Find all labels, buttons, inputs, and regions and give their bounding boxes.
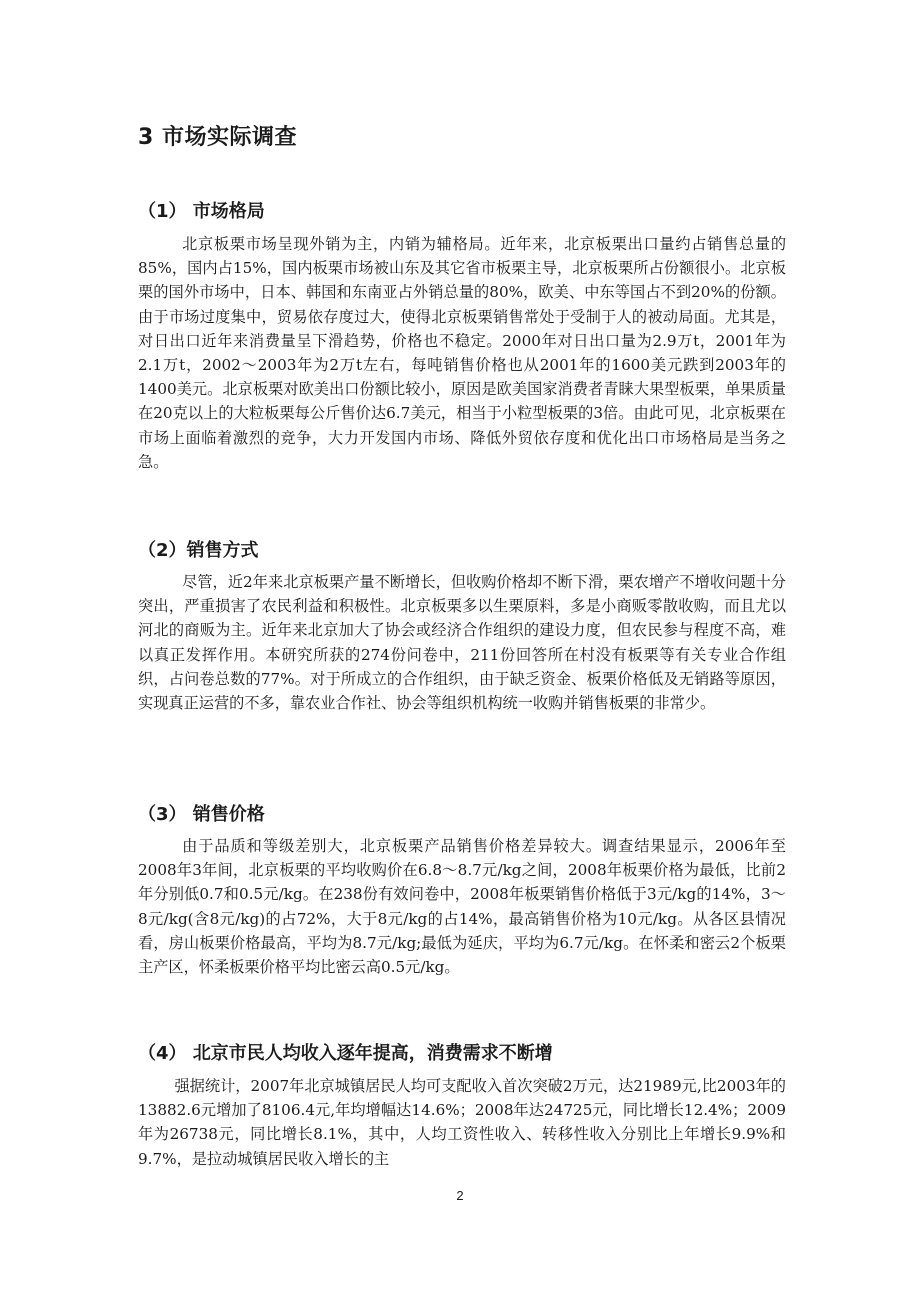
page-number: 2 (456, 1188, 464, 1203)
section-heading-market-structure: （1） 市场格局 (138, 201, 265, 222)
section-body-market-structure: 北京板栗市场呈现外销为主，内销为辅格局。近年来，北京板栗出口量约占销售总量的85%，国内占15%，国内板栗市场被山东及其它省市板栗主导，北京板栗所占份额很小。北京板栗的国外市场中，日本、韩国和东南亚占外销总量的80%，欧美、中东等国占不到20%的份额。由于市场过度集中，贸易依存度过大，使得北京板栗销售常处于受制于人的被动局面。尤其是，对日出口近年来消费量呈下滑趋势，价格也不稳定。2000年对日出口量为2.9万t，2001年为2.1万t，2002～2003年为2万t左右，每吨销售价格也从2001年的1600美元跌到2003年的1400美元。北京板栗对欧美出口份额比较小，原因是欧美国家消费者青睐大果型板栗，单果质量在20克以上的大粒板栗每公斤售价达6.7美元，相当于小粒型板栗的3倍。由此可见，北京板栗在市场上面临着激烈的竞争，大力开发国内市场、降低外贸依存度和优化出口市场格局是当务之急。 (138, 235, 786, 471)
section-heading-sales-price: （3） 销售价格 (138, 804, 265, 825)
section-body-sales-method: 尽管，近2年来北京板栗产量不断增长，但收购价格却不断下滑，栗农增产不增收问题十分突出，严重损害了农民利益和积极性。北京板栗多以生栗原料，多是小商贩零散收购，而且尤以河北的商贩为主。近年来北京加大了协会或经济合作组织的建设力度，但农民参与程度不高，难以真正发挥作用。本研究所获的274份问卷中，211份回答所在村没有板栗等有关专业合作组织，占问卷总数的77%。对于所成立的合作组织，由于缺乏资金、板栗价格低及无销路等原因，实现真正运营的不多，靠农业合作社、协会等组织机构统一收购并销售板栗的非常少。 (138, 573, 786, 713)
section-heading-sales-method: （2）销售方式 (138, 540, 259, 561)
section-body-sales-price: 由于品质和等级差别大，北京板栗产品销售价格差异较大。调查结果显示，2006年至2008年3年间，北京板栗的平均收购价在6.8～8.7元/kg之间，2008年板栗价格为最低，比前2年分别低0.7和0.5元/kg。在238份有效问卷中，2008年板栗销售价格低于3元/kg的14%，3～8元/kg(含8元/kg)的占72%，大于8元/kg的占14%，最高销售价格为10元/kg。从各区县情况看，房山板栗价格最高，平均为8.7元/kg;最低为延庆，平均为6.7元/kg。在怀柔和密云2个板栗主产区，怀柔板栗价格平均比密云高0.5元/kg。 (138, 837, 786, 977)
section-heading-income-growth: （4） 北京市民人均收入逐年提高，消费需求不断增 (138, 1043, 553, 1064)
chapter-title: 3 市场实际调查 (138, 125, 297, 150)
section-body-income-growth: 强据统计，2007年北京城镇居民人均可支配收入首次突破2万元，达21989元,比2003年的13882.6元增加了8106.4元,年均增幅达14.6%；2008年达24725元，同比增长12.4%；2009年为26738元，同比增长8.1%，其中，人均工资性收入、转移性收入分别比上年增长9.9%和9.7%，是拉动城镇居民收入增长的主 (138, 1077, 786, 1168)
